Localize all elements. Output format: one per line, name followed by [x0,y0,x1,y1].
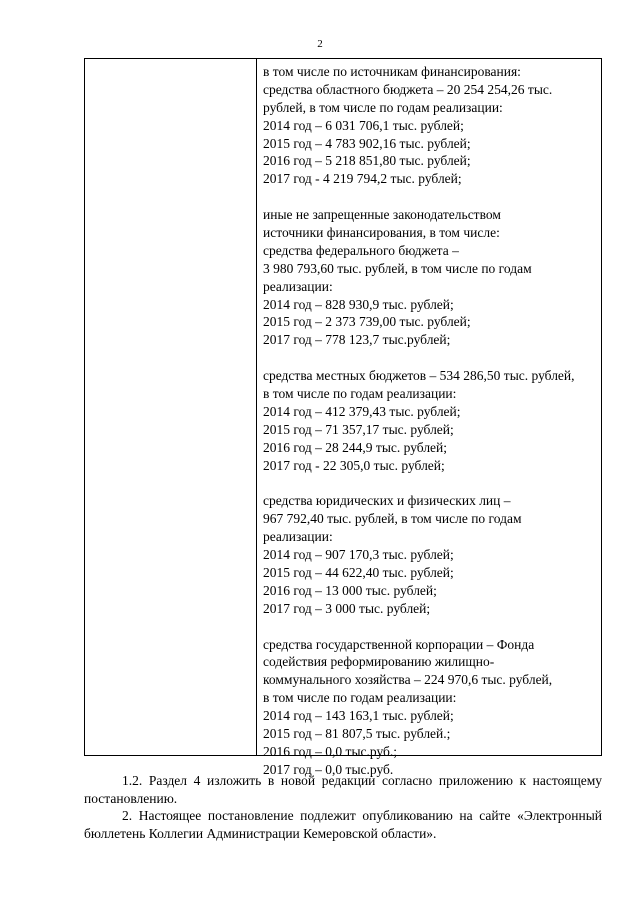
table-line: реализации: [263,529,333,545]
table-line: 2016 год – 13 000 тыс. рублей; [263,582,437,598]
table-line: средства государственной корпорации – Фонда [263,636,535,652]
funding-table [84,58,602,777]
table-line: иные не запрещенные законодательством [263,207,501,223]
table-line: 2014 год – 6 031 706,1 тыс. рублей; [263,117,464,133]
table-line: 2017 год – 3 000 тыс. рублей; [263,600,431,616]
table-line: 2017 год - 22 305,0 тыс. рублей; [263,457,445,473]
table-line: источники финансирования, в том числе: [263,225,500,241]
table-line: 2016 год – 0,0 тыс.руб.; [263,743,398,759]
table-line: 2015 год – 81 807,5 тыс. рублей.; [263,725,451,741]
table-line: реализации: [263,278,333,294]
page-number: 2 [317,38,323,50]
table-line: средства федерального бюджета – [263,242,459,258]
table-line: в том числе по годам реализации: [263,690,457,706]
table-line: рублей, в том числе по годам реализации: [263,99,503,115]
table-line: 2016 год – 28 244,9 тыс. рублей; [263,439,448,455]
table-line: 2014 год – 907 170,3 тыс. рублей; [263,547,454,563]
table-line: 2015 год – 71 357,17 тыс. рублей; [263,421,454,437]
table-line: 967 792,40 тыс. рублей, в том числе по годам [263,511,522,527]
table-line: 2016 год – 5 218 851,80 тыс. рублей; [263,153,471,169]
table-blank-line [263,474,599,492]
table-line: коммунального хозяйства – 224 970,6 тыс. рублей, [263,672,553,688]
table-line: 3 980 793,60 тыс. рублей, в том числе по годам [263,260,532,276]
table-line: 2014 год – 828 930,9 тыс. рублей; [263,296,454,312]
table-blank-line [263,618,599,636]
table-line: средства юридических и физических лиц – [263,493,511,509]
table-left-cell [85,59,257,755]
table-line: 2017 год – 778 123,7 тыс.рублей; [263,332,451,348]
table-line: содействия реформированию жилищно- [263,654,495,670]
table-line: 2014 год – 143 163,1 тыс. рублей; [263,708,454,724]
body-text [84,772,602,842]
table-right-cell [263,63,599,779]
paragraph-2: 2. Настоящее постановление подлежит опубликованию на сайте «Электронный бюллетень Коллегии Администрации Кемеровской области». [84,808,602,841]
table-line: 2015 год – 4 783 902,16 тыс. рублей; [263,135,471,151]
table-line: 2015 год – 44 622,40 тыс. рублей; [263,564,454,580]
table-line: в том числе по источникам финансирования: [263,64,521,79]
table-line: 2017 год - 4 219 794,2 тыс. рублей; [263,171,462,187]
table-line: средства местных бюджетов – 534 286,50 тыс. рублей, [263,368,575,384]
table-line: средства областного бюджета – 20 254 254,26 тыс. [263,81,553,97]
table-line: в том числе по годам реализации: [263,386,457,402]
table-line: 2015 год – 2 373 739,00 тыс. рублей; [263,314,471,330]
paragraph-1-2: 1.2. Раздел 4 изложить в новой редакции согласно приложению к настоящему постановлению. [84,773,602,806]
table-line: 2017 год – 0,0 тыс.руб. [263,761,394,777]
table-blank-line [263,349,599,367]
table-blank-line [263,188,599,206]
table-line: 2014 год – 412 379,43 тыс. рублей; [263,403,461,419]
